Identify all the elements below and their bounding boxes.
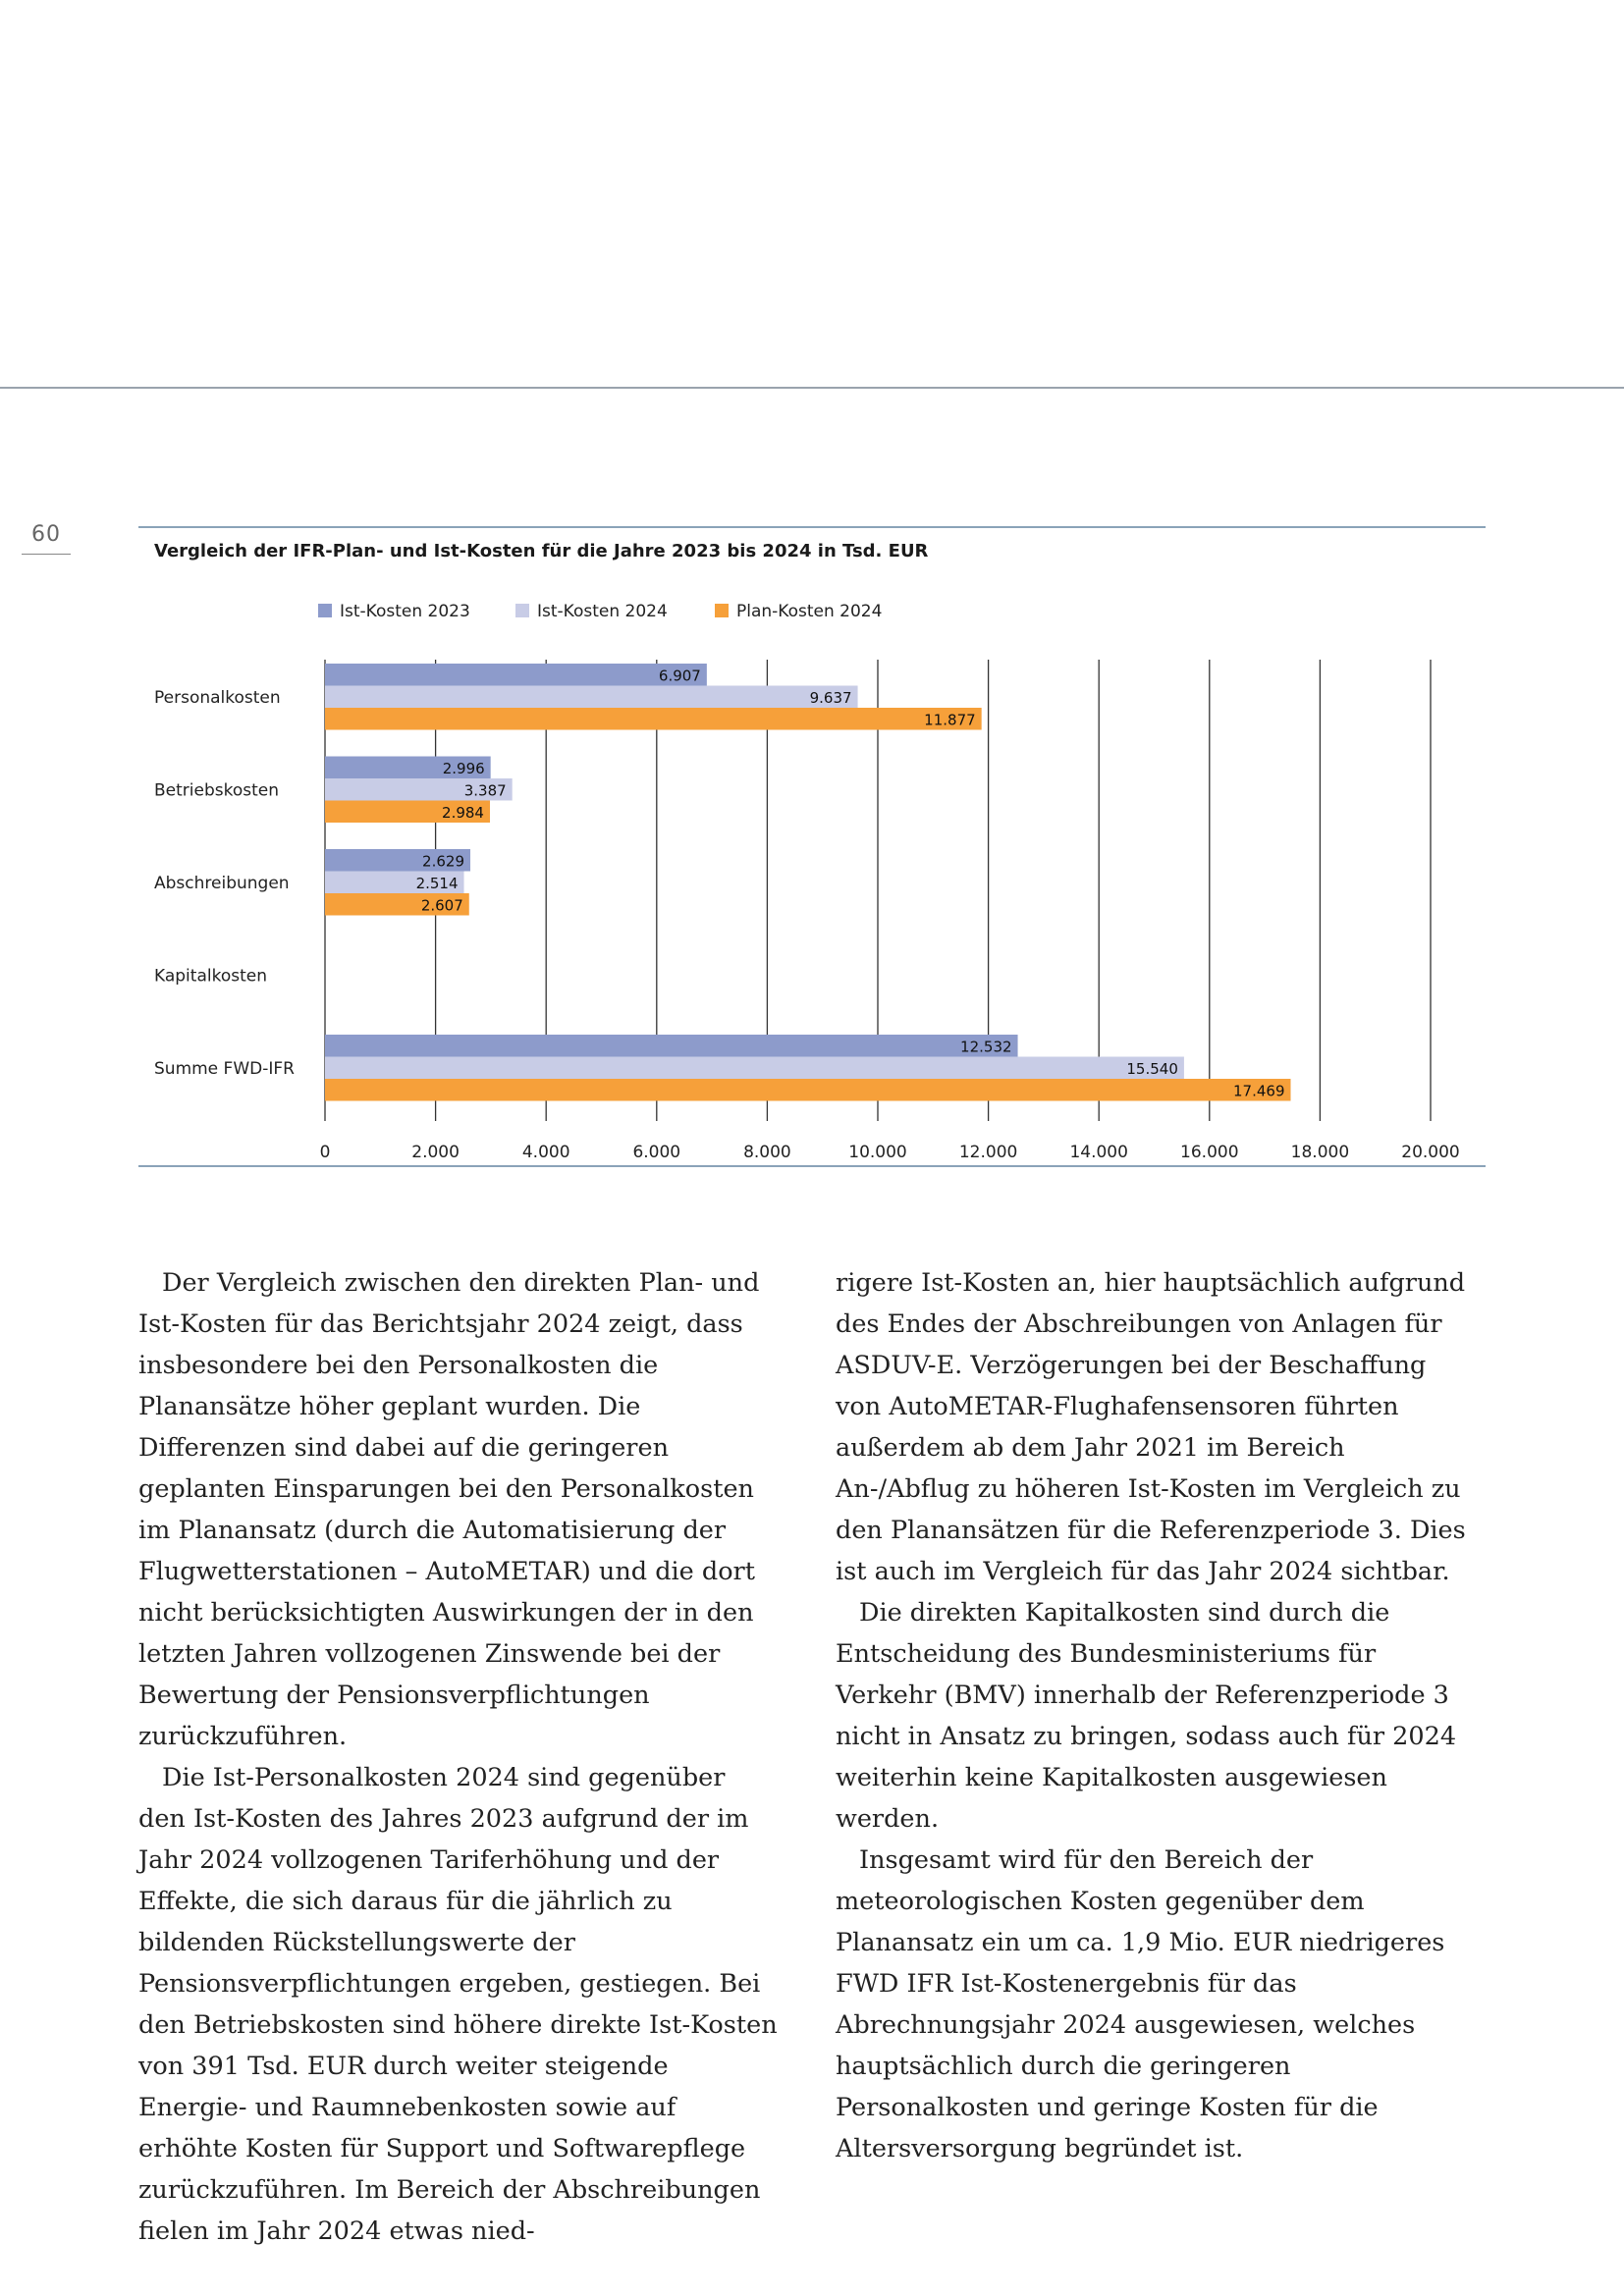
category-label: Betriebskosten xyxy=(154,780,280,801)
data-label: 15.540 xyxy=(1126,1060,1178,1078)
data-label: 2.996 xyxy=(442,760,485,777)
paragraph: Insgesamt wird für den Bereich der meteorologischen Kosten gegenüber dem Planansatz ein um ca. 1,9 Mio. EUR niedrigeres FWD IFR Ist-Kostenergebnis für das Abrechnungsjahr 2024 ausgewiesen, welches hauptsächlich durch die geringeren Personalkosten und geringe Kosten für die Altersversorgung begründet ist. xyxy=(836,1845,1445,2163)
x-tick-label: 4.000 xyxy=(521,1143,570,1162)
data-label: 2.984 xyxy=(442,804,484,822)
data-label: 12.532 xyxy=(960,1038,1012,1056)
data-label: 9.637 xyxy=(809,689,852,707)
paragraph: Der Vergleich zwischen den direkten Plan- und Ist-Kosten für das Berichtsjahr 2024 zeigt, dass insbesondere bei den Personalkosten die Planansätze höher geplant wurden. Die Differenzen sind dabei auf die geringeren geplanten Einsparungen bei den Personalkosten im Planansatz (durch die Automatisierung der Flugwetterstationen – AutoMETAR) und die dort nicht berücksichtigten Auswirkungen der in den letzten Jahren vollzogenen Zinswende bei der Bewertung der Pensionsverpflichtungen zurückzuführen. xyxy=(138,1268,760,1751)
x-tick-label: 18.000 xyxy=(1290,1143,1350,1162)
paragraph: Die Ist-Personalkosten 2024 sind gegenüber den Ist-Kosten des Jahres 2023 aufgrund der im Jahr 2024 vollzogenen Tariferhöhung und der Effekte, die sich daraus für die jährlich zu bildenden Rückstellungswerte der Pensionsverpflichtungen ergeben, gestiegen. Bei den Betriebskosten sind höhere direkte Ist-Kosten von 391 Tsd. EUR durch weiter steigende Energie- und Raumnebenkosten sowie auf erhöhte Kosten für Support und Softwarepflege zurückzuführen. Im Bereich der Abschreibungen fielen im Jahr 2024 etwas nied- xyxy=(138,1763,778,2246)
data-label: 2.629 xyxy=(422,852,465,871)
chart-title: Vergleich der IFR-Plan- und Ist-Kosten für die Jahre 2023 bis 2024 in Tsd. EUR xyxy=(154,541,929,561)
data-label: 2.514 xyxy=(415,875,459,892)
category-label: Personalkosten xyxy=(154,687,281,708)
x-tick-label: 16.000 xyxy=(1180,1143,1239,1162)
text-column-right xyxy=(836,1262,1476,2169)
legend-swatch xyxy=(515,604,529,617)
legend-label: Ist-Kosten 2024 xyxy=(537,602,668,621)
paragraph: Die direkten Kapitalkosten sind durch die Entscheidung des Bundesministeriums für Verkehr (BMV) innerhalb der Referenzperiode 3 nicht in Ansatz zu bringen, sodass auch für 2024 weiterhin keine Kapitalkosten ausgewiesen werden. xyxy=(836,1598,1457,1834)
legend-swatch xyxy=(715,604,729,617)
x-tick-label: 20.000 xyxy=(1401,1143,1460,1162)
bar xyxy=(325,1057,1184,1080)
legend-label: Ist-Kosten 2023 xyxy=(340,602,470,621)
bar xyxy=(325,664,707,686)
x-tick-label: 12.000 xyxy=(958,1143,1018,1162)
data-label: 17.469 xyxy=(1233,1082,1285,1100)
text-column-left xyxy=(138,1262,779,2252)
x-tick-label: 6.000 xyxy=(632,1143,681,1162)
bar xyxy=(325,708,982,730)
data-label: 3.387 xyxy=(463,781,507,800)
category-label: Kapitalkosten xyxy=(154,966,267,987)
category-label: Abschreibungen xyxy=(154,873,290,893)
legend-swatch xyxy=(318,604,332,617)
x-tick-label: 14.000 xyxy=(1069,1143,1128,1162)
page-number: 60 xyxy=(31,522,61,547)
bar xyxy=(325,1079,1291,1101)
x-tick-label: 8.000 xyxy=(743,1143,791,1162)
chart-top-rule xyxy=(138,526,1486,528)
data-label: 11.877 xyxy=(924,711,976,729)
page-number-underline xyxy=(22,554,71,555)
header-divider xyxy=(0,387,1624,389)
chart-bottom-rule xyxy=(138,1165,1486,1167)
x-tick-label: 2.000 xyxy=(411,1143,460,1162)
paragraph: rigere Ist-Kosten an, hier hauptsächlich aufgrund des Endes der Abschreibungen von Anlagen für ASDUV-E. Verzögerungen bei der Beschaffung von AutoMETAR-Flughafensensoren führten außerdem ab dem Jahr 2021 im Bereich An-/Abflug zu höheren Ist-Kosten im Vergleich zu den Planansätzen für die Referenzperiode 3. Dies ist auch im Vergleich für das Jahr 2024 sichtbar. xyxy=(836,1268,1466,1586)
bar xyxy=(325,1035,1018,1057)
bar-chart xyxy=(138,579,1486,1168)
legend-label: Plan-Kosten 2024 xyxy=(736,602,883,621)
category-label: Summe FWD-IFR xyxy=(154,1058,295,1079)
bar xyxy=(325,686,858,709)
x-tick-label: 0 xyxy=(319,1143,331,1162)
data-label: 6.907 xyxy=(658,667,701,685)
x-tick-label: 10.000 xyxy=(848,1143,907,1162)
data-label: 2.607 xyxy=(420,896,463,915)
